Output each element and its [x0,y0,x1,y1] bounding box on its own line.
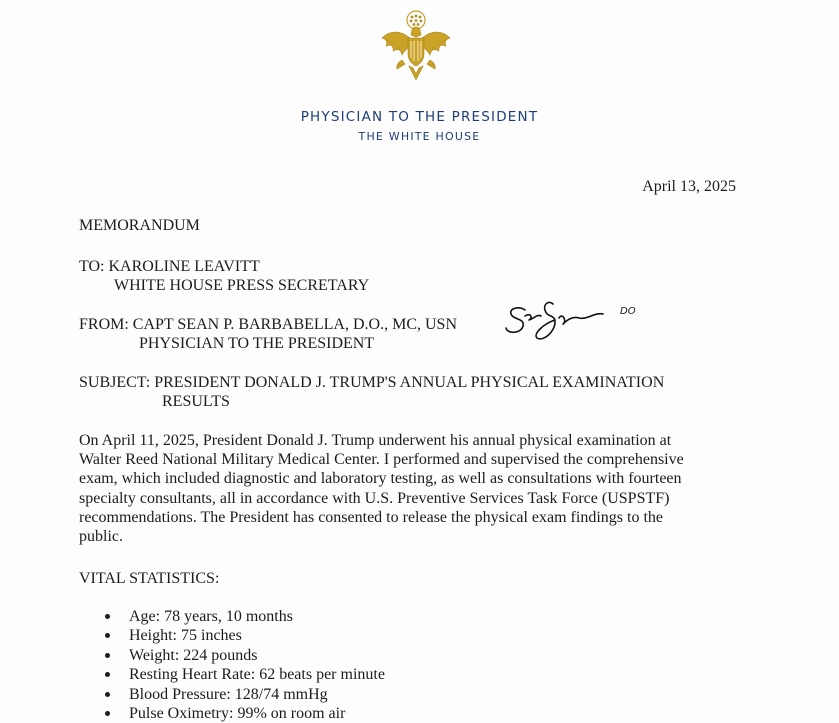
body-line: Walter Reed National Military Medical Center. I performed and supervised the comprehensive [79,451,684,469]
to-title-line: WHITE HOUSE PRESS SECRETARY [114,277,370,294]
bullet-icon [105,614,110,619]
to-line: TO: KAROLINE LEAVITT [79,258,260,275]
body-line: specialty consultants, all in accordance with U.S. Preventive Services Task Force (USPSTF) [79,489,670,507]
list-item [100,704,385,723]
body-line: exam, which included diagnostic and laboratory testing, as well as consultations with fourteen [79,470,682,488]
list-item [100,626,385,645]
vital-statistics-heading: VITAL STATISTICS: [79,570,220,587]
list-item [100,646,385,665]
presidential-seal-icon [376,8,456,88]
signature-suffix: DO [620,306,636,317]
letterhead-subtitle: THE WHITE HOUSE [358,130,481,143]
vital-pulse-oximetry: Pulse Oximetry: 99% on room air [129,705,346,723]
list-item [100,607,385,626]
vital-heart-rate: Resting Heart Rate: 62 beats per minute [129,666,385,684]
vital-statistics-list [100,607,385,723]
vital-blood-pressure: Blood Pressure: 128/74 mmHg [129,685,328,703]
subject-line-continued: RESULTS [162,393,230,410]
from-title-line: PHYSICIAN TO THE PRESIDENT [139,335,375,352]
from-line: FROM: CAPT SEAN P. BARBABELLA, D.O., MC, USN [79,316,457,333]
letterhead-title: PHYSICIAN TO THE PRESIDENT [300,109,539,125]
body-line: On April 11, 2025, President Donald J. Trump underwent his annual physical examination at [79,432,672,449]
bullet-icon [105,653,110,658]
vital-age: Age: 78 years, 10 months [129,608,293,625]
subject-line: SUBJECT: PRESIDENT DONALD J. TRUMP'S ANNUAL PHYSICAL EXAMINATION [79,374,665,391]
vital-height: Height: 75 inches [129,627,242,645]
list-item [100,665,385,684]
bullet-icon [105,633,110,638]
body-paragraph [79,431,759,546]
list-item [100,685,385,704]
vital-weight: Weight: 224 pounds [129,646,258,664]
body-line: public. [79,528,123,546]
memo-label: MEMORANDUM [79,217,200,234]
memo-date: April 13, 2025 [642,178,736,195]
bullet-icon [105,672,110,677]
body-line: recommendations. The President has consented to release the physical exam findings to the [79,508,663,526]
bullet-icon [105,692,110,697]
bullet-icon [105,711,110,716]
